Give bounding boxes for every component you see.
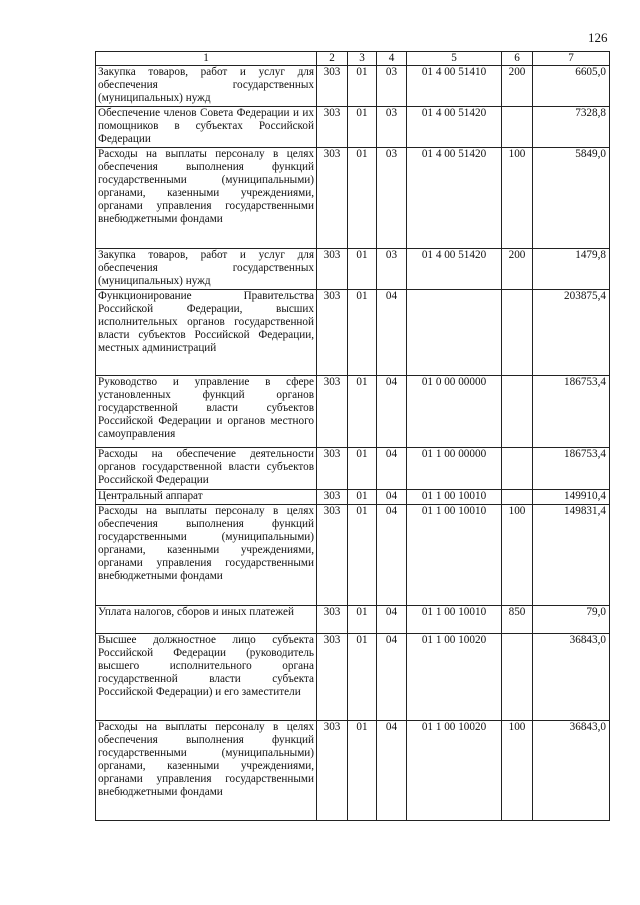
header-col-2: 2 <box>317 52 348 66</box>
table-row <box>96 448 610 490</box>
table-row <box>96 490 610 505</box>
table-row <box>96 290 610 376</box>
row-code-6: 200 <box>502 249 533 290</box>
row-amount: 7328,8 <box>533 107 610 148</box>
row-name: Расходы на выплаты персоналу в целях обеспечения выполнения функций государственными (муниципальными) органами, казенными учреждениями, органами управления государственными внебюджетными фондами <box>96 148 317 249</box>
table-header-row <box>96 52 610 66</box>
row-code-4: 04 <box>377 376 407 448</box>
header-col-7: 7 <box>533 52 610 66</box>
row-code-5: 01 1 00 10010 <box>407 606 502 634</box>
row-name: Закупка товаров, работ и услуг для обеспечения государственных (муниципальных) нужд <box>96 249 317 290</box>
row-code-6 <box>502 290 533 376</box>
row-name: Обеспечение членов Совета Федерации и их помощников в субъектах Российской Федерации <box>96 107 317 148</box>
row-code-5: 01 1 00 00000 <box>407 448 502 490</box>
row-name: Уплата налогов, сборов и иных платежей <box>96 606 317 634</box>
row-code-3: 01 <box>348 505 377 606</box>
row-name: Расходы на выплаты персоналу в целях обеспечения выполнения функций государственными (муниципальными) органами, казенными учреждениями, органами управления государственными внебюджетными фондами <box>96 505 317 606</box>
row-code-2: 303 <box>317 490 348 505</box>
row-amount: 149831,4 <box>533 505 610 606</box>
row-code-5 <box>407 290 502 376</box>
row-code-2: 303 <box>317 448 348 490</box>
row-code-2: 303 <box>317 634 348 721</box>
row-amount: 186753,4 <box>533 376 610 448</box>
row-code-3: 01 <box>348 148 377 249</box>
row-code-6: 100 <box>502 148 533 249</box>
table-row <box>96 721 610 821</box>
budget-table <box>95 51 610 821</box>
row-code-6 <box>502 448 533 490</box>
row-amount: 79,0 <box>533 606 610 634</box>
row-code-4: 03 <box>377 107 407 148</box>
row-code-2: 303 <box>317 107 348 148</box>
row-amount: 36843,0 <box>533 721 610 821</box>
row-code-3: 01 <box>348 634 377 721</box>
row-code-4: 04 <box>377 448 407 490</box>
row-code-5: 01 0 00 00000 <box>407 376 502 448</box>
row-code-2: 303 <box>317 721 348 821</box>
table-row <box>96 66 610 107</box>
row-code-4: 04 <box>377 721 407 821</box>
row-code-2: 303 <box>317 249 348 290</box>
row-code-6 <box>502 107 533 148</box>
row-code-2: 303 <box>317 376 348 448</box>
table-row <box>96 505 610 606</box>
row-amount: 6605,0 <box>533 66 610 107</box>
row-name: Расходы на выплаты персоналу в целях обеспечения выполнения функций государственными (муниципальными) органами, казенными учреждениями, органами управления государственными внебюджетными фондами <box>96 721 317 821</box>
row-code-3: 01 <box>348 290 377 376</box>
row-code-4: 04 <box>377 490 407 505</box>
row-code-4: 04 <box>377 505 407 606</box>
row-code-5: 01 1 00 10020 <box>407 634 502 721</box>
row-name: Закупка товаров, работ и услуг для обеспечения государственных (муниципальных) нужд <box>96 66 317 107</box>
row-code-6: 200 <box>502 66 533 107</box>
row-amount: 186753,4 <box>533 448 610 490</box>
row-code-2: 303 <box>317 606 348 634</box>
row-amount: 36843,0 <box>533 634 610 721</box>
row-code-4: 04 <box>377 634 407 721</box>
table-row <box>96 376 610 448</box>
header-col-1: 1 <box>96 52 317 66</box>
row-code-3: 01 <box>348 107 377 148</box>
header-col-4: 4 <box>377 52 407 66</box>
row-code-6 <box>502 634 533 721</box>
header-col-3: 3 <box>348 52 377 66</box>
row-amount: 5849,0 <box>533 148 610 249</box>
row-name: Функционирование Правительства Российской Федерации, высших исполнительных органов государственной власти субъектов Российской Федерации, местных администраций <box>96 290 317 376</box>
header-col-6: 6 <box>502 52 533 66</box>
row-code-5: 01 4 00 51420 <box>407 107 502 148</box>
row-code-5: 01 4 00 51420 <box>407 249 502 290</box>
row-code-6: 850 <box>502 606 533 634</box>
row-name: Расходы на обеспечение деятельности органов государственной власти субъектов Российской Федерации <box>96 448 317 490</box>
row-code-2: 303 <box>317 290 348 376</box>
row-code-2: 303 <box>317 148 348 249</box>
row-code-3: 01 <box>348 249 377 290</box>
header-col-5: 5 <box>407 52 502 66</box>
row-code-6 <box>502 376 533 448</box>
table-row <box>96 249 610 290</box>
row-code-4: 04 <box>377 606 407 634</box>
row-amount: 203875,4 <box>533 290 610 376</box>
table-row <box>96 634 610 721</box>
page-number: 126 <box>588 30 608 45</box>
row-code-5: 01 1 00 10010 <box>407 505 502 606</box>
row-code-3: 01 <box>348 376 377 448</box>
row-code-3: 01 <box>348 66 377 107</box>
row-code-3: 01 <box>348 448 377 490</box>
row-code-3: 01 <box>348 606 377 634</box>
table-row <box>96 606 610 634</box>
row-code-3: 01 <box>348 490 377 505</box>
table-row <box>96 107 610 148</box>
row-code-5: 01 1 00 10010 <box>407 490 502 505</box>
row-code-6: 100 <box>502 721 533 821</box>
row-code-5: 01 1 00 10020 <box>407 721 502 821</box>
row-code-5: 01 4 00 51410 <box>407 66 502 107</box>
row-code-3: 01 <box>348 721 377 821</box>
row-code-6: 100 <box>502 505 533 606</box>
row-code-4: 03 <box>377 66 407 107</box>
row-code-6 <box>502 490 533 505</box>
row-name: Руководство и управление в сфере установленных функций органов государственной власти субъектов Российской Федерации и органов местного самоуправления <box>96 376 317 448</box>
row-code-4: 04 <box>377 290 407 376</box>
table-row <box>96 148 610 249</box>
row-amount: 149910,4 <box>533 490 610 505</box>
row-code-4: 03 <box>377 148 407 249</box>
row-code-2: 303 <box>317 66 348 107</box>
row-name: Центральный аппарат <box>96 490 317 505</box>
row-code-2: 303 <box>317 505 348 606</box>
row-code-4: 03 <box>377 249 407 290</box>
row-name: Высшее должностное лицо субъекта Российской Федерации (руководитель высшего исполнительного органа государственной власти субъекта Российской Федерации) и его заместители <box>96 634 317 721</box>
row-code-5: 01 4 00 51420 <box>407 148 502 249</box>
row-amount: 1479,8 <box>533 249 610 290</box>
